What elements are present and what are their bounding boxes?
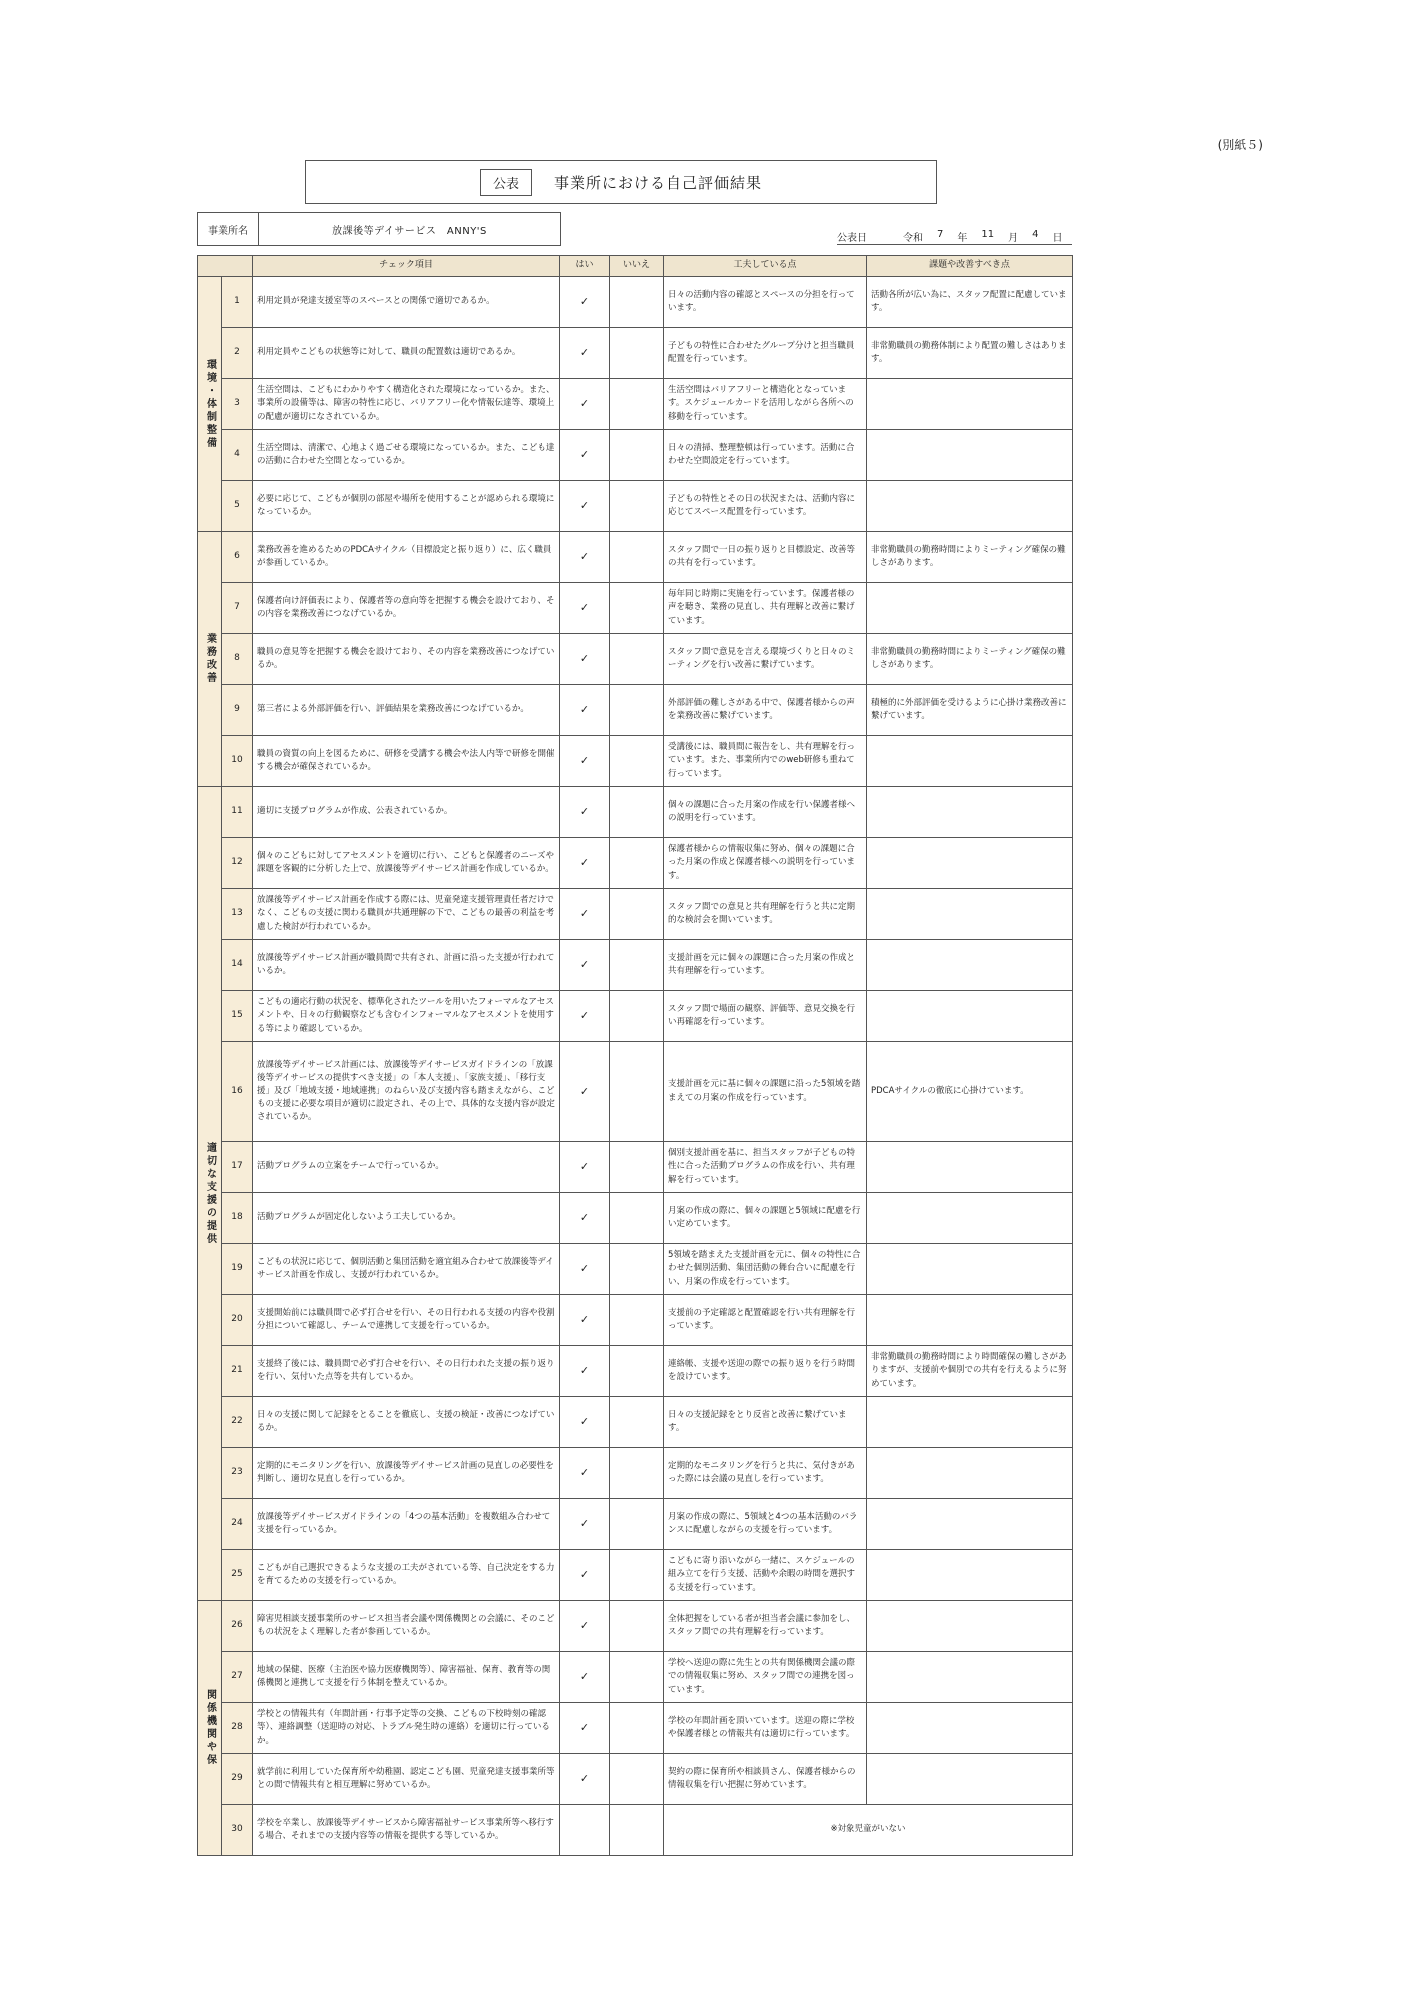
table-header-row bbox=[198, 256, 1073, 277]
no-check-mark bbox=[610, 1805, 664, 1856]
table-row bbox=[198, 736, 1073, 787]
yes-check-mark: ✓ bbox=[560, 583, 610, 634]
no-check-mark bbox=[610, 736, 664, 787]
yes-check-mark: ✓ bbox=[560, 328, 610, 379]
page-title: 事業所における自己評価結果 bbox=[554, 173, 763, 192]
table-row bbox=[198, 1652, 1073, 1703]
row-number: 23 bbox=[222, 1448, 253, 1499]
category-label: 関係機関や保 bbox=[204, 1689, 216, 1767]
issue-text bbox=[867, 889, 1073, 940]
row-number: 22 bbox=[222, 1397, 253, 1448]
publication-date bbox=[837, 229, 1062, 244]
check-item-text: 利用定員やこどもの状態等に対して、職員の配置数は適切であるか。 bbox=[253, 328, 560, 379]
category-label: 業務改善 bbox=[204, 633, 216, 685]
row-number: 10 bbox=[222, 736, 253, 787]
effort-text: 月案の作成の際に、個々の課題と5領域に配慮を行い定めています。 bbox=[664, 1193, 867, 1244]
check-item-text: 職員の意見等を把握する機会を設けており、その内容を業務改善につなげているか。 bbox=[253, 634, 560, 685]
effort-text: スタッフ間で一日の振り返りと目標設定、改善等の共有を行っています。 bbox=[664, 532, 867, 583]
table-row bbox=[198, 889, 1073, 940]
row-number: 16 bbox=[222, 1042, 253, 1142]
row-number: 28 bbox=[222, 1703, 253, 1754]
no-check-mark bbox=[610, 1142, 664, 1193]
issue-text bbox=[867, 1703, 1073, 1754]
table-row bbox=[198, 991, 1073, 1042]
no-check-mark bbox=[610, 481, 664, 532]
yes-check-mark: ✓ bbox=[560, 1550, 610, 1601]
row-number: 4 bbox=[222, 430, 253, 481]
no-check-mark bbox=[610, 430, 664, 481]
row-number: 5 bbox=[222, 481, 253, 532]
row-number: 25 bbox=[222, 1550, 253, 1601]
check-item-text: 学校との情報共有（年間計画・行事予定等の交換、こどもの下校時刻の確認等）、連絡調整（送迎時の対応、トラブル発生時の連絡）を適切に行っているか。 bbox=[253, 1703, 560, 1754]
yes-check-mark: ✓ bbox=[560, 1193, 610, 1244]
table-row bbox=[198, 481, 1073, 532]
table-row bbox=[198, 430, 1073, 481]
category-cell bbox=[198, 787, 222, 1601]
effort-text: スタッフ間で意見を言える環境づくりと日々のミーティングを行い改善に繋げています。 bbox=[664, 634, 867, 685]
publication-date-underline bbox=[837, 244, 1072, 245]
table-row bbox=[198, 1448, 1073, 1499]
category-label: 適切な支援の提供 bbox=[204, 1141, 216, 1246]
issue-text: 活動各所が広い為に、スタッフ配置に配慮しています。 bbox=[867, 277, 1073, 328]
yes-check-mark: ✓ bbox=[560, 889, 610, 940]
table-row bbox=[198, 328, 1073, 379]
table-row bbox=[198, 1346, 1073, 1397]
yes-check-mark: ✓ bbox=[560, 940, 610, 991]
effort-text: 学校の年間計画を頂いています。送迎の際に学校や保護者様との情報共有は適切に行っています。 bbox=[664, 1703, 867, 1754]
yes-check-mark: ✓ bbox=[560, 1295, 610, 1346]
yes-check-mark: ✓ bbox=[560, 1703, 610, 1754]
header-issues: 課題や改善すべき点 bbox=[867, 256, 1073, 277]
check-item-text: 支援開始前には職員間で必ず打合せを行い、その日行われる支援の内容や役割分担について確認し、チームで連携して支援を行っているか。 bbox=[253, 1295, 560, 1346]
issue-text bbox=[867, 583, 1073, 634]
no-check-mark bbox=[610, 1652, 664, 1703]
no-check-mark bbox=[610, 1550, 664, 1601]
issue-text: 非常勤職員の勤務体制により配置の難しさはあります。 bbox=[867, 328, 1073, 379]
yes-check-mark: ✓ bbox=[560, 1754, 610, 1805]
check-item-text: 適切に支援プログラムが作成、公表されているか。 bbox=[253, 787, 560, 838]
effort-text: 子どもの特性とその日の状況または、活動内容に応じてスペース配置を行っています。 bbox=[664, 481, 867, 532]
publication-year: 7 bbox=[937, 229, 944, 240]
check-item-text: 業務改善を進めるためのPDCAサイクル（目標設定と振り返り）に、広く職員が参画しているか。 bbox=[253, 532, 560, 583]
no-check-mark bbox=[610, 1346, 664, 1397]
publication-day-unit: 日 bbox=[1052, 233, 1063, 244]
issue-text bbox=[867, 1499, 1073, 1550]
effort-text: 日々の清掃、整理整頓は行っています。活動に合わせた空間設定を行っています。 bbox=[664, 430, 867, 481]
yes-check-mark: ✓ bbox=[560, 379, 610, 430]
no-check-mark bbox=[610, 1042, 664, 1142]
issue-text: 非常勤職員の勤務時間によりミーティング確保の難しさがあります。 bbox=[867, 532, 1073, 583]
row-number: 20 bbox=[222, 1295, 253, 1346]
yes-check-mark: ✓ bbox=[560, 430, 610, 481]
table-row bbox=[198, 532, 1073, 583]
row-number: 9 bbox=[222, 685, 253, 736]
yes-check-mark: ✓ bbox=[560, 1042, 610, 1142]
check-item-text: 放課後等デイサービス計画を作成する際には、児童発達支援管理責任者だけでなく、こどもの支援に関わる職員が共通理解の下で、こどもの最善の利益を考慮した検討が行われているか。 bbox=[253, 889, 560, 940]
row-number: 26 bbox=[222, 1601, 253, 1652]
effort-text: 契約の際に保育所や相談員さん、保護者様からの情報収集を行い把握に努めています。 bbox=[664, 1754, 867, 1805]
category-label: 環境・体制整備 bbox=[204, 358, 216, 450]
no-check-mark bbox=[610, 532, 664, 583]
row-number: 11 bbox=[222, 787, 253, 838]
yes-check-mark: ✓ bbox=[560, 736, 610, 787]
yes-check-mark: ✓ bbox=[560, 1601, 610, 1652]
check-item-text: 地域の保健、医療（主治医や協力医療機関等）、障害福祉、保育、教育等の関係機関と連携して支援を行う体制を整えているか。 bbox=[253, 1652, 560, 1703]
publication-year-unit: 年 bbox=[957, 233, 968, 244]
table-body bbox=[198, 277, 1073, 1856]
row-number: 1 bbox=[222, 277, 253, 328]
issue-text bbox=[867, 1754, 1073, 1805]
check-item-text: 日々の支援に関して記録をとることを徹底し、支援の検証・改善につなげているか。 bbox=[253, 1397, 560, 1448]
issue-text: PDCAサイクルの徹底に心掛けています。 bbox=[867, 1042, 1073, 1142]
yes-check-mark: ✓ bbox=[560, 1244, 610, 1295]
row-number: 2 bbox=[222, 328, 253, 379]
check-item-text: 放課後等デイサービスガイドラインの「4つの基本活動」を複数組み合わせて支援を行っているか。 bbox=[253, 1499, 560, 1550]
no-check-mark bbox=[610, 1601, 664, 1652]
issue-text bbox=[867, 1244, 1073, 1295]
check-item-text: 必要に応じて、こどもが個別の部屋や場所を使用することが認められる環境になっているか。 bbox=[253, 481, 560, 532]
not-applicable-note: ※対象児童がいない bbox=[664, 1805, 1073, 1856]
effort-text: 外部評価の難しさがある中で、保護者様からの声を業務改善に繋げています。 bbox=[664, 685, 867, 736]
header-no: いいえ bbox=[610, 256, 664, 277]
table-row bbox=[198, 787, 1073, 838]
no-check-mark bbox=[610, 889, 664, 940]
issue-text: 積極的に外部評価を受けるように心掛け業務改善に繋げています。 bbox=[867, 685, 1073, 736]
issue-text bbox=[867, 736, 1073, 787]
table-row bbox=[198, 1142, 1073, 1193]
effort-text: 全体把握をしている者が担当者会議に参加をし、スタッフ間での共有理解を行っています。 bbox=[664, 1601, 867, 1652]
row-number: 12 bbox=[222, 838, 253, 889]
table-row bbox=[198, 940, 1073, 991]
check-item-text: 障害児相談支援事業所のサービス担当者会議や関係機関との会議に、そのこどもの状況をよく理解した者が参画しているか。 bbox=[253, 1601, 560, 1652]
header-check-item: チェック項目 bbox=[253, 256, 560, 277]
effort-text: 子どもの特性に合わせたグループ分けと担当職員配置を行っています。 bbox=[664, 328, 867, 379]
yes-check-mark: ✓ bbox=[560, 1142, 610, 1193]
no-check-mark bbox=[610, 328, 664, 379]
table-row bbox=[198, 1703, 1073, 1754]
category-cell bbox=[198, 277, 222, 532]
yes-check-mark: ✓ bbox=[560, 1499, 610, 1550]
row-number: 30 bbox=[222, 1805, 253, 1856]
publication-day: 4 bbox=[1032, 229, 1039, 240]
row-number: 19 bbox=[222, 1244, 253, 1295]
no-check-mark bbox=[610, 1754, 664, 1805]
publication-era: 令和 bbox=[903, 233, 923, 244]
table-row bbox=[198, 1805, 1073, 1856]
check-item-text: 生活空間は、こどもにわかりやすく構造化された環境になっているか。また、事業所の設備等は、障害の特性に応じ、バリアフリー化や情報伝達等、環境上の配慮が適切になされているか。 bbox=[253, 379, 560, 430]
effort-text: 月案の作成の際に、5領域と4つの基本活動のバランスに配慮しながらの支援を行っています。 bbox=[664, 1499, 867, 1550]
effort-text: 支援計画を元に基に個々の課題に沿った5領域を踏まえての月案の作成を行っています。 bbox=[664, 1042, 867, 1142]
issue-text bbox=[867, 991, 1073, 1042]
row-number: 3 bbox=[222, 379, 253, 430]
header-blank bbox=[198, 256, 253, 277]
issue-text bbox=[867, 940, 1073, 991]
issue-text bbox=[867, 481, 1073, 532]
table-row bbox=[198, 1042, 1073, 1142]
category-cell bbox=[198, 532, 222, 787]
issue-text bbox=[867, 379, 1073, 430]
publication-date-label: 公表日 bbox=[837, 233, 867, 244]
no-check-mark bbox=[610, 634, 664, 685]
check-item-text: こどもの状況に応じて、個別活動と集団活動を適宜組み合わせて放課後等デイサービス計画を作成し、支援が行われているか。 bbox=[253, 1244, 560, 1295]
check-item-text: 第三者による外部評価を行い、評価結果を業務改善につなげているか。 bbox=[253, 685, 560, 736]
office-name-box bbox=[197, 212, 561, 246]
issue-text bbox=[867, 430, 1073, 481]
public-label: 公表 bbox=[480, 169, 532, 196]
row-number: 17 bbox=[222, 1142, 253, 1193]
yes-check-mark: ✓ bbox=[560, 634, 610, 685]
yes-check-mark: ✓ bbox=[560, 481, 610, 532]
effort-text: 学校へ送迎の際に先生との共有関係機関会議の際での情報収集に努め、スタッフ間での連携を図っています。 bbox=[664, 1652, 867, 1703]
publication-month: 11 bbox=[981, 229, 995, 240]
no-check-mark bbox=[610, 991, 664, 1042]
check-item-text: 放課後等デイサービス計画には、放課後等デイサービスガイドラインの「放課後等デイサービスの提供すべき支援」の「本人支援」、「家族支援」、「移行支援」及び「地域支援・地域連携」のねらい及び支援内容も踏まえながら、こどもの支援に必要な項目が適切に設定され、その上で、具体的な支援内容が設定されているか。 bbox=[253, 1042, 560, 1142]
annex-label: (別紙５) bbox=[1217, 138, 1263, 152]
yes-check-mark: ✓ bbox=[560, 277, 610, 328]
check-item-text: 活動プログラムが固定化しないよう工夫しているか。 bbox=[253, 1193, 560, 1244]
no-check-mark bbox=[610, 940, 664, 991]
issue-text bbox=[867, 787, 1073, 838]
no-check-mark bbox=[610, 1703, 664, 1754]
effort-text: 日々の活動内容の確認とスペースの分担を行っています。 bbox=[664, 277, 867, 328]
issue-text bbox=[867, 1550, 1073, 1601]
yes-check-mark: ✓ bbox=[560, 1346, 610, 1397]
row-number: 7 bbox=[222, 583, 253, 634]
effort-text: 個々の課題に合った月案の作成を行い保護者様への説明を行っています。 bbox=[664, 787, 867, 838]
effort-text: 毎年同じ時期に実施を行っています。保護者様の声を聴き、業務の見直し、共有理解と改善に繋げています。 bbox=[664, 583, 867, 634]
check-item-text: 利用定員が発達支援室等のスペースとの関係で適切であるか。 bbox=[253, 277, 560, 328]
yes-check-mark: ✓ bbox=[560, 685, 610, 736]
check-item-text: 生活空間は、清潔で、心地よく過ごせる環境になっているか。また、こども達の活動に合わせた空間となっているか。 bbox=[253, 430, 560, 481]
yes-check-mark: ✓ bbox=[560, 1448, 610, 1499]
effort-text: 5領域を踏まえた支援計画を元に、個々の特性に合わせた個別活動、集団活動の舞台合いに配慮を行い、月案の作成を行っています。 bbox=[664, 1244, 867, 1295]
no-check-mark bbox=[610, 1193, 664, 1244]
effort-text: 個別支援計画を基に、担当スタッフが子どもの特性に合った活動プログラムの作成を行い、共有理解を行っています。 bbox=[664, 1142, 867, 1193]
row-number: 14 bbox=[222, 940, 253, 991]
check-item-text: 放課後等デイサービス計画が職員間で共有され、計画に沿った支援が行われているか。 bbox=[253, 940, 560, 991]
header-yes: はい bbox=[560, 256, 610, 277]
issue-text bbox=[867, 1397, 1073, 1448]
row-number: 24 bbox=[222, 1499, 253, 1550]
yes-check-mark: ✓ bbox=[560, 532, 610, 583]
yes-check-mark: ✓ bbox=[560, 838, 610, 889]
check-item-text: 就学前に利用していた保育所や幼稚園、認定こども園、児童発達支援事業所等との間で情報共有と相互理解に努めているか。 bbox=[253, 1754, 560, 1805]
table-row bbox=[198, 685, 1073, 736]
no-check-mark bbox=[610, 583, 664, 634]
check-item-text: 保護者向け評価表により、保護者等の意向等を把握する機会を設けており、その内容を業務改善につなげているか。 bbox=[253, 583, 560, 634]
effort-text: 定期的なモニタリングを行うと共に、気付きがあった際には会議の見直しを行っています。 bbox=[664, 1448, 867, 1499]
table-row bbox=[198, 1397, 1073, 1448]
no-check-mark bbox=[610, 1448, 664, 1499]
yes-check-mark: ✓ bbox=[560, 991, 610, 1042]
office-name-value: 放課後等デイサービス ANNY'S bbox=[332, 225, 487, 237]
publication-month-unit: 月 bbox=[1008, 233, 1019, 244]
check-item-text: 活動プログラムの立案をチームで行っているか。 bbox=[253, 1142, 560, 1193]
no-check-mark bbox=[610, 787, 664, 838]
row-number: 27 bbox=[222, 1652, 253, 1703]
effort-text: 保護者様からの情報収集に努め、個々の課題に合った月案の作成と保護者様への説明を行っています。 bbox=[664, 838, 867, 889]
check-item-text: 職員の資質の向上を図るために、研修を受講する機会や法人内等で研修を開催する機会が確保されているか。 bbox=[253, 736, 560, 787]
no-check-mark bbox=[610, 685, 664, 736]
issue-text: 非常勤職員の勤務時間により時間確保の難しさがありますが、支援前や個別での共有を行えるように努めています。 bbox=[867, 1346, 1073, 1397]
title-box bbox=[305, 160, 937, 204]
category-cell bbox=[198, 1601, 222, 1856]
office-name-label: 事業所名 bbox=[198, 213, 259, 245]
table-row bbox=[198, 277, 1073, 328]
issue-text bbox=[867, 1142, 1073, 1193]
effort-text: 支援計画を元に個々の課題に合った月案の作成と共有理解を行っています。 bbox=[664, 940, 867, 991]
effort-text: スタッフ間での意見と共有理解を行うと共に定期的な検討会を開いています。 bbox=[664, 889, 867, 940]
row-number: 21 bbox=[222, 1346, 253, 1397]
check-item-text: 支援終了後には、職員間で必ず打合せを行い、その日行われた支援の振り返りを行い、気付いた点等を共有しているか。 bbox=[253, 1346, 560, 1397]
check-item-text: 定期的にモニタリングを行い、放課後等デイサービス計画の見直しの必要性を判断し、適切な見直しを行っているか。 bbox=[253, 1448, 560, 1499]
table-row bbox=[198, 1295, 1073, 1346]
table-row bbox=[198, 838, 1073, 889]
effort-text: 受講後には、職員間に報告をし、共有理解を行っています。また、事業所内でのweb研修も重ねて行っています。 bbox=[664, 736, 867, 787]
row-number: 13 bbox=[222, 889, 253, 940]
table-row bbox=[198, 1754, 1073, 1805]
row-number: 29 bbox=[222, 1754, 253, 1805]
yes-check-mark: ✓ bbox=[560, 1397, 610, 1448]
issue-text bbox=[867, 1601, 1073, 1652]
table-row bbox=[198, 634, 1073, 685]
no-check-mark bbox=[610, 1295, 664, 1346]
table-row bbox=[198, 1244, 1073, 1295]
check-item-text: こどもの適応行動の状況を、標準化されたツールを用いたフォーマルなアセスメントや、日々の行動観察なども含むインフォーマルなアセスメントを使用する等により確認しているか。 bbox=[253, 991, 560, 1042]
issue-text bbox=[867, 1295, 1073, 1346]
check-item-text: 個々のこどもに対してアセスメントを適切に行い、こどもと保護者のニーズや課題を客観的に分析した上で、放課後等デイサービス計画を作成しているか。 bbox=[253, 838, 560, 889]
header-efforts: 工夫している点 bbox=[664, 256, 867, 277]
no-check-mark bbox=[610, 1499, 664, 1550]
yes-check-mark: ✓ bbox=[560, 1652, 610, 1703]
issue-text bbox=[867, 1193, 1073, 1244]
issue-text: 非常勤職員の勤務時間によりミーティング確保の難しさがあります。 bbox=[867, 634, 1073, 685]
row-number: 15 bbox=[222, 991, 253, 1042]
table-row bbox=[198, 379, 1073, 430]
issue-text bbox=[867, 838, 1073, 889]
effort-text: 連絡帳、支援や送迎の際での振り返りを行う時間を設けています。 bbox=[664, 1346, 867, 1397]
check-item-text: こどもが自己選択できるような支援の工夫がされている等、自己決定をする力を育てるための支援を行っているか。 bbox=[253, 1550, 560, 1601]
table-row bbox=[198, 1550, 1073, 1601]
effort-text: こどもに寄り添いながら一緒に、スケジュールの組み立てを行う支援、活動や余暇の時間を選択する支援を行っています。 bbox=[664, 1550, 867, 1601]
effort-text: 生活空間はバリアフリーと構造化となっています。スケジュールカードを活用しながら各所への移動を行っています。 bbox=[664, 379, 867, 430]
no-check-mark bbox=[610, 379, 664, 430]
table-row bbox=[198, 1499, 1073, 1550]
issue-text bbox=[867, 1448, 1073, 1499]
no-check-mark bbox=[610, 1397, 664, 1448]
table-row bbox=[198, 583, 1073, 634]
no-check-mark bbox=[610, 838, 664, 889]
no-check-mark bbox=[610, 1244, 664, 1295]
row-number: 18 bbox=[222, 1193, 253, 1244]
yes-check-mark bbox=[560, 1805, 610, 1856]
effort-text: 支援前の予定確認と配置確認を行い共有理解を行っています。 bbox=[664, 1295, 867, 1346]
row-number: 6 bbox=[222, 532, 253, 583]
check-item-text: 学校を卒業し、放課後等デイサービスから障害福祉サービス事業所等へ移行する場合、それまでの支援内容等の情報を提供する等しているか。 bbox=[253, 1805, 560, 1856]
effort-text: 日々の支援記録をとり反省と改善に繋げています。 bbox=[664, 1397, 867, 1448]
no-check-mark bbox=[610, 277, 664, 328]
self-evaluation-table bbox=[197, 255, 1073, 1856]
issue-text bbox=[867, 1652, 1073, 1703]
table-row bbox=[198, 1193, 1073, 1244]
row-number: 8 bbox=[222, 634, 253, 685]
table-row bbox=[198, 1601, 1073, 1652]
yes-check-mark: ✓ bbox=[560, 787, 610, 838]
effort-text: スタッフ間で場面の観察、評価等、意見交換を行い再確認を行っています。 bbox=[664, 991, 867, 1042]
